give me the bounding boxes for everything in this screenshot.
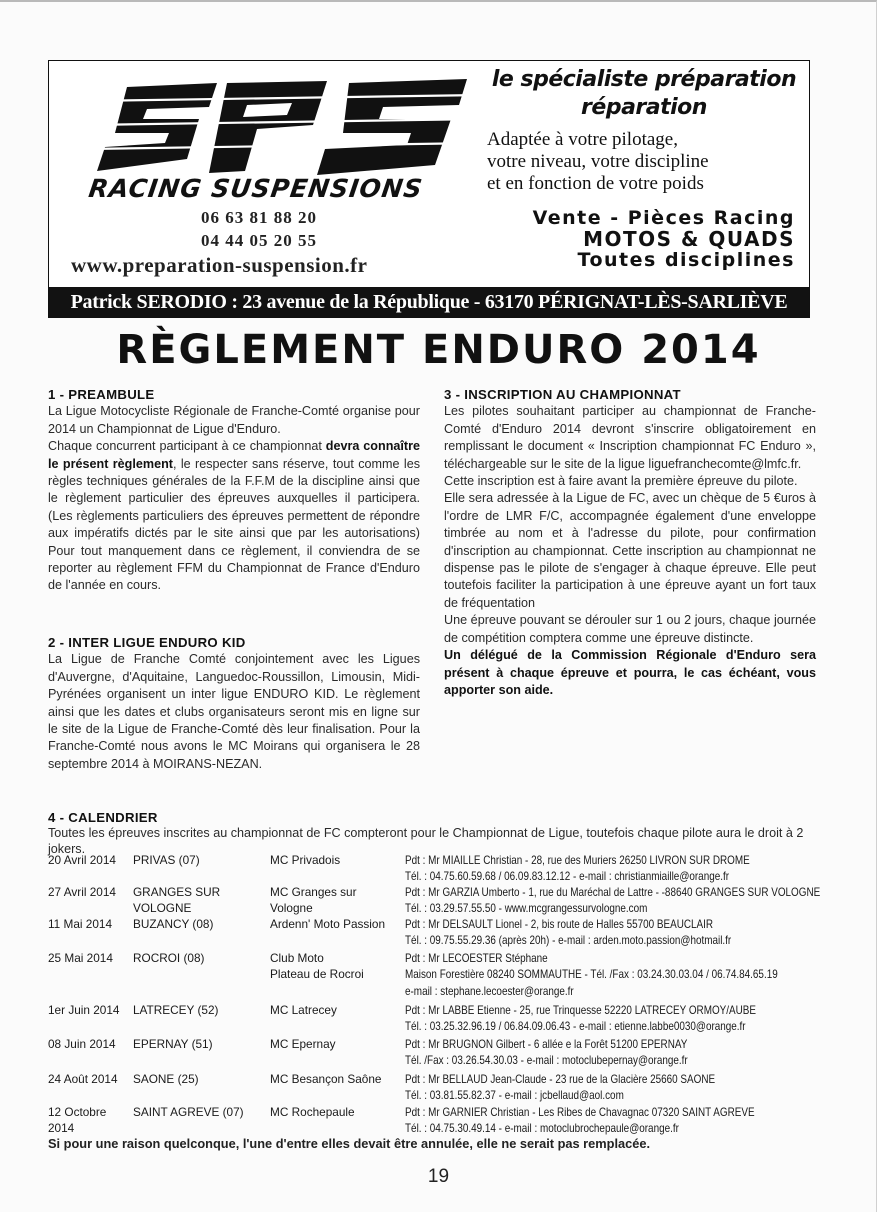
contact-line: Tél. : 09.75.55.29.36 (après 20h) - e-mail : arden.moto.passion@hotmail.fr: [405, 933, 732, 948]
page-title: RÈGLEMENT ENDURO 2014: [116, 327, 761, 373]
bold-text: Un délégué de la Commission Régionale d'Enduro sera présent à chaque épreuve et pourra, le cas échéant, vous apporter son aide.: [444, 648, 816, 697]
contact-info: [405, 1002, 766, 1035]
event-date: 27 Avril 2014: [48, 885, 116, 899]
section-calendrier: [48, 810, 828, 857]
contact-line: Tél. : 04.75.30.49.14 - e-mail : motoclubrochepaule@orange.fr: [405, 1121, 679, 1136]
ad-description: [487, 129, 709, 195]
event-date: 24 Août 2014: [48, 1072, 118, 1086]
ad-description-line: et en fonction de votre poids: [487, 173, 704, 194]
section-heading: 4 - CALENDRIER: [48, 810, 158, 825]
event-location: LATRECEY (52): [133, 1003, 219, 1017]
contact-line: Tél. : 03.29.57.55.50 - www.mcgrangessurvologne.com: [405, 901, 648, 916]
ad-description-line: votre niveau, votre discipline: [487, 151, 709, 172]
paragraph-text: Chaque concurrent participant à ce championnat: [48, 439, 326, 454]
section-inscription: [444, 386, 816, 699]
paragraph: La Ligue de Franche Comté conjointement avec les Ligues d'Auvergne, d'Aquitaine, Languedoc-Roussillon, Limousin, Midi-Pyrénées organisent un inter ligue ENDURO KID. Le règlement ainsi que les dates et clubs organisateurs seront mis en ligne sur le site de la Ligue de Franche-Comté dès leur finalisation. Pour la Franche-Comté nous avons le MC Moirans qui organisera le 28 septembre 2014 à MOIRANS-NEZAN.: [48, 652, 420, 771]
section-heading: 2 - INTER LIGUE ENDURO KID: [48, 635, 246, 650]
contact-info: [405, 1071, 766, 1104]
sales-line-1: Vente - Pièces Racing: [532, 207, 795, 229]
phone-number-1: 06 63 81 88 20: [201, 208, 317, 227]
section-preambule: [48, 386, 420, 595]
organizing-club: [270, 884, 395, 917]
organizing-club: [270, 1071, 395, 1087]
contact-info: [405, 1036, 766, 1069]
paragraph-text: , le respecter sans réserve, tout comme les règles techniques générales de la F.F.M de la discipline ainsi que le règlement particulier des épreuves auxquelles il participera. (Les règlements particuliers des épreuves permettent de répondre aux impératifs dictés par le site ainsi que par les autorisations) Pour tout manquement dans ce règlement, il conviendra de se reporter au règlement FFM du Championnat de France d'Enduro de l'année en cours.: [48, 456, 420, 593]
paragraph: Une épreuve pouvant se dérouler sur 1 ou 2 jours, chaque journée de compétition comptera comme une épreuve distincte.: [444, 613, 816, 645]
paragraph: Elle sera adressée à la Ligue de FC, avec un chèque de 5 €uros à l'ordre de LMR F/C, accompagnée également d'une enveloppe timbrée au nom et à l'adresse du pilote, pour confirmation d'inscription au championnat. Cette inscription au championnat ne dispense pas le pilote de s'engager à chaque épreuve. Elle peut toutefois faciliter la participation à une épreuve ayant un fort taux de fréquentation: [444, 491, 816, 610]
sps-logo: [87, 75, 482, 187]
event-location: SAINT AGREVE (07): [133, 1105, 244, 1119]
club-line: Club Moto: [270, 951, 324, 965]
event-date: 12 Octobre 2014: [48, 1105, 107, 1136]
contact-info: [405, 950, 778, 999]
sales-line-3: Toutes disciplines: [577, 249, 795, 271]
event-date: 11 Mai 2014: [48, 917, 113, 931]
contact-line: Pdt : Mr BRUGNON Gilbert - 6 allée e la Forêt 51200 EPERNAY: [405, 1037, 688, 1051]
contact-line: Tél. : 03.25.32.96.19 / 06.84.09.06.43 - e-mail : etienne.labbe0030@orange.fr: [405, 1019, 746, 1034]
event-location: PRIVAS (07): [133, 853, 200, 867]
ad-description-line: Adaptée à votre pilotage,: [487, 129, 678, 150]
contact-line: Tél. : 04.75.60.59.68 / 06.09.83.12.12 - e-mail : christianmiaille@orange.fr: [405, 869, 730, 884]
paragraph: [444, 647, 816, 699]
club-line: MC Besançon Saône: [270, 1072, 382, 1086]
tagline-line-1: le spécialiste préparation: [491, 67, 797, 92]
paragraph: [48, 438, 420, 595]
contact-line: Pdt : Mr LABBE Etienne - 25, rue Trinquesse 52220 LATRECEY ORMOY/AUBE: [405, 1003, 757, 1017]
club-line: MC Epernay: [270, 1037, 336, 1051]
event-date: 08 Juin 2014: [48, 1037, 116, 1051]
contact-line: Pdt : Mr DELSAULT Lionel - 2, bis route de Halles 55700 BEAUCLAIR: [405, 917, 714, 931]
contact-info: [405, 916, 766, 949]
sps-advertisement: [48, 60, 810, 318]
organizing-club: [270, 852, 395, 868]
event-location: EPERNAY (51): [133, 1037, 213, 1051]
contact-line: e-mail : stephane.lecoester@orange.fr: [405, 983, 574, 998]
club-line: MC Privadois: [270, 853, 341, 867]
contact-info: [405, 852, 766, 885]
club-line: Plateau de Rocroi: [270, 967, 364, 982]
club-line: MC Rochepaule: [270, 1105, 355, 1119]
contact-info: [405, 884, 821, 917]
paragraph: Cette inscription est à faire avant la première épreuve du pilote.: [444, 474, 798, 489]
organizing-club: [270, 1002, 395, 1018]
section-inter-ligue: [48, 634, 420, 773]
paragraph: Les pilotes souhaitant participer au championnat de Franche-Comté d'Enduro 2014 devront s'inscrire obligatoirement en remplissant le document « Inscription championnat FC Enduro », téléchargeable sur le site de la ligue liguefranchecomte@lmfc.fr.: [444, 404, 816, 471]
calendar-footnote: Si pour une raison quelconque, l'une d'entre elles devait être annulée, elle ne serait pas remplacée.: [48, 1136, 651, 1151]
contact-line: Pdt : Mr GARZIA Umberto - 1, rue du Maréchal de Lattre - -88640 GRANGES SUR VOLOGNE: [405, 885, 821, 899]
organizing-club: [270, 1104, 395, 1120]
event-location: SAONE (25): [133, 1072, 199, 1086]
phone-number-2: 04 44 05 20 55: [201, 231, 317, 250]
section-heading: 1 - PREAMBULE: [48, 387, 155, 402]
calendar-intro: Toutes les épreuves inscrites au championnat de FC compteront pour le Championnat de Ligue, toutefois chaque pilote aura le droit à 2 jokers.: [48, 826, 804, 856]
contact-line: Pdt : Mr BELLAUD Jean-Claude - 23 rue de la Glacière 25660 SAONE: [405, 1072, 716, 1086]
brand-subtitle: RACING SUSPENSIONS: [86, 174, 425, 203]
event-date: 20 Avril 2014: [48, 853, 116, 867]
contact-line: Tél. /Fax : 03.26.54.30.03 - e-mail : motoclubepernay@orange.fr: [405, 1053, 688, 1068]
event-location: BUZANCY (08): [133, 917, 214, 931]
organizing-club: [270, 916, 395, 932]
website-link[interactable]: www.preparation-suspension.fr: [71, 253, 368, 277]
page-number: 19: [427, 1166, 450, 1187]
paragraph: La Ligue Motocycliste Régionale de Franche-Comté organise pour 2014 un Championnat de Ligue d'Enduro.: [48, 404, 420, 436]
bold-text: devra connaître le présent règlement: [48, 439, 420, 471]
event-location: GRANGES SUR VOLOGNE: [133, 885, 221, 916]
event-location: ROCROI (08): [133, 951, 205, 965]
club-line: Ardenn' Moto Passion: [270, 917, 386, 931]
contact-line: Pdt : Mr MIAILLE Christian - 28, rue des Muriers 26250 LIVRON SUR DROME: [405, 853, 750, 867]
tagline-line-2: réparation: [581, 95, 707, 120]
contact-line: Tél. : 03.81.55.82.37 - e-mail : jcbellaud@aol.com: [405, 1088, 624, 1103]
contact-info: [405, 1104, 766, 1137]
club-line: MC Latrecey: [270, 1003, 337, 1017]
club-line: MC Granges sur Vologne: [270, 885, 357, 916]
address-bar: Patrick SERODIO : 23 avenue de la République - 63170 PÉRIGNAT-LÈS-SARLIÈVE: [49, 287, 809, 317]
organizing-club: [270, 950, 395, 983]
contact-line: Pdt : Mr LECOESTER Stéphane: [405, 951, 548, 965]
event-date: 25 Mai 2014: [48, 951, 113, 965]
contact-line: Pdt : Mr GARNIER Christian - Les Ribes de Chavagnac 07320 SAINT AGREVE: [405, 1105, 755, 1119]
organizing-club: [270, 1036, 395, 1052]
event-date: 1er Juin 2014: [48, 1003, 120, 1017]
section-heading: 3 - INSCRIPTION AU CHAMPIONNAT: [444, 387, 681, 402]
contact-line: Maison Forestière 08240 SOMMAUTHE - Tél. /Fax : 03.24.30.03.04 / 06.74.84.65.19: [405, 967, 778, 982]
sales-line-2: MOTOS & QUADS: [583, 227, 795, 251]
